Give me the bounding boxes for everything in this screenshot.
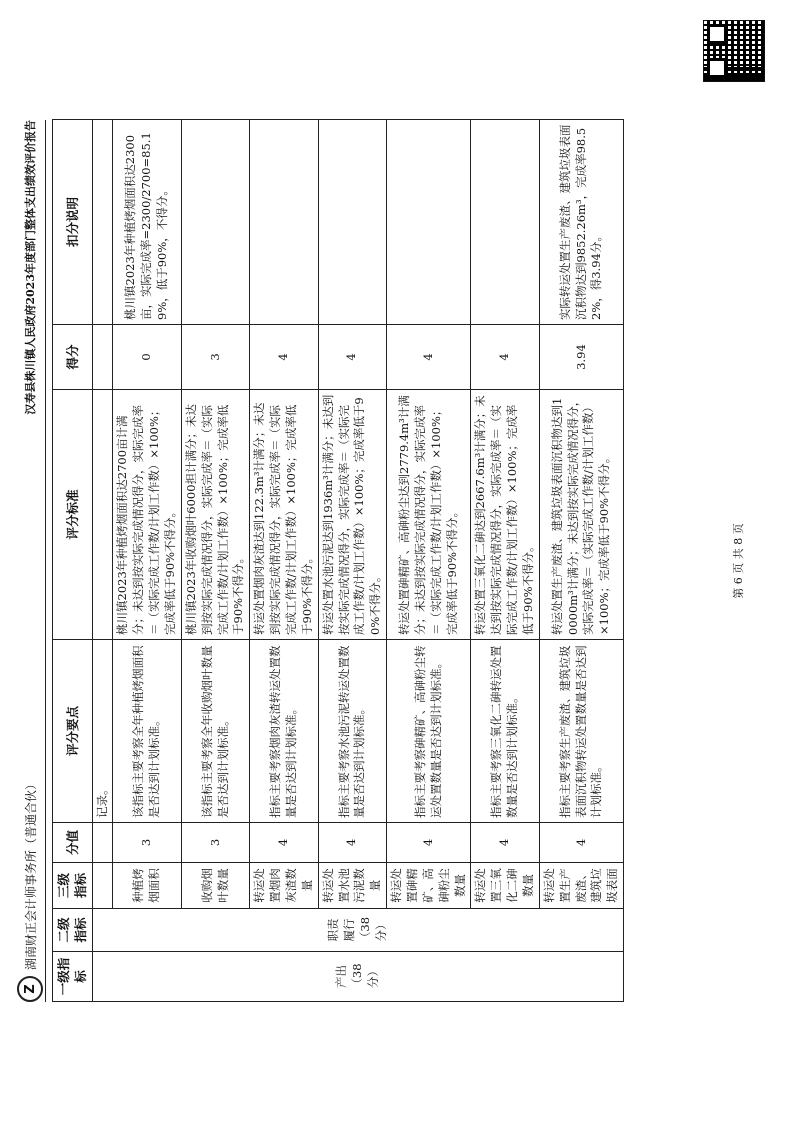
standard-cell: 桃川镇2023年种植烤烟面积达2700亩计满分；未达到按实际完成情况得分，实际完成率＝（实际完成工作数/计划工作数）×100%；完成率低于90%不得分。 <box>113 390 181 640</box>
indicator-cell <box>92 863 113 909</box>
standard-cell: 转运处置水池污泥达到1936m³计满分；未达到按实际完成情况得分，实际完成率＝（实际完成工作数/计划工作数）×100%；完成率低于90%不得分。 <box>318 390 386 640</box>
note-cell <box>387 120 471 325</box>
indicator-cell: 转运处置水池污泥数量 <box>318 863 386 909</box>
note-cell: 桃川镇2023年种植烤烟面积达2300亩，实际完成率=2300/2700=85.19%，低于90%，不得分。 <box>113 120 181 325</box>
got-cell: 3 <box>181 325 249 390</box>
point-cell: 指标主要考察烟肉灰渣转运处置数量是否达到计划标准。 <box>250 640 318 823</box>
level1-cell: 产出（38分） <box>92 952 624 1002</box>
table-header-row <box>53 120 93 1002</box>
indicator-cell: 转运处置生产废渣、建筑垃圾表面 <box>539 863 623 909</box>
score-cell <box>92 823 113 863</box>
score-cell: 4 <box>471 823 539 863</box>
point-cell: 指标主要考察生产废渣、建筑垃圾表面沉积物转运处置数量是否达到计划标准。 <box>539 640 623 823</box>
table-row <box>387 120 471 1002</box>
got-cell: 3.94 <box>539 325 623 390</box>
page-footer: 第 6 页 共 8 页 <box>732 523 745 599</box>
indicator-cell: 转运处置三氧化二砷数量 <box>471 863 539 909</box>
score-cell: 4 <box>318 823 386 863</box>
standard-cell <box>92 390 113 640</box>
got-cell: 4 <box>471 325 539 390</box>
standard-cell: 桃川镇2023年收购烟叶6000担计满分；未达到按实际完成情况得分，实际完成率＝（实际完成工作数/计划工作数）×100%；完成率低于90%不得分。 <box>181 390 249 640</box>
table-row <box>318 120 386 1002</box>
note-cell <box>318 120 386 325</box>
table-row <box>471 120 539 1002</box>
level2-cell: 职责履行（38分） <box>92 909 624 952</box>
standard-cell: 转运处置生产废渣、建筑垃圾表面沉积物达到10000m³计满分；未达到按实际完成情况得分，实际完成率＝（实际完成工作数/计划工作数）×100%；完成率低于90%不得分。 <box>539 390 623 640</box>
col-header-level2: 二级指标 <box>53 909 93 952</box>
qr-code-icon <box>703 20 765 82</box>
col-header-level1: 一级指标 <box>53 952 93 1002</box>
standard-cell: 转运处置烟肉灰渣达到122.3m³计满分；未达到按实际完成情况得分，实际完成率＝（实际完成工作数/计划工作数）×100%；完成率低于90%不得分。 <box>250 390 318 640</box>
table-row-continuation <box>92 120 113 1002</box>
table-row <box>181 120 249 1002</box>
point-cell: 记录。 <box>92 640 113 823</box>
firm-logo-icon: Z <box>17 976 43 1002</box>
evaluation-table <box>52 119 624 1002</box>
score-cell: 4 <box>387 823 471 863</box>
standard-cell: 转运处置砷精矿、高砷粉尘达到2779.4m³计满分；未达到按实际完成情况得分，实际完成率＝（实际完成工作数/计划工作数）×100%；完成率低于90%不得分。 <box>387 390 471 640</box>
got-cell <box>92 325 113 390</box>
header-divider <box>45 120 46 1002</box>
score-cell: 4 <box>539 823 623 863</box>
col-header-got: 得分 <box>53 325 93 390</box>
point-cell: 指标主要考察水池污泥转运处置数量是否达到计划标准。 <box>318 640 386 823</box>
table-row <box>250 120 318 1002</box>
score-cell: 3 <box>181 823 249 863</box>
firm-name: 湖南财正会计师事务所（普通合伙） <box>23 777 38 970</box>
point-cell: 指标主要考察砷精矿、高砷粉尘转运处置数量是否达到计划标准。 <box>387 640 471 823</box>
col-header-points: 评分要点 <box>53 640 93 823</box>
point-cell: 该指标主要考察全年种植烤烟面积是否达到计划标准。 <box>113 640 181 823</box>
indicator-cell: 收购烟叶数量 <box>181 863 249 909</box>
col-header-score: 分值 <box>53 823 93 863</box>
standard-cell: 转运处置三氧化二砷达到2667.6m³计满分；未达到按实际完成情况得分，实际完成率＝（实际完成工作数/计划工作数）×100%；完成率低于90%不得分。 <box>471 390 539 640</box>
score-cell: 3 <box>113 823 181 863</box>
note-cell <box>181 120 249 325</box>
point-cell: 该指标主要考察全年收购烟叶数量是否达到计划标准。 <box>181 640 249 823</box>
indicator-cell: 种植烤烟面积 <box>113 863 181 909</box>
got-cell: 4 <box>318 325 386 390</box>
got-cell: 4 <box>387 325 471 390</box>
report-title: 汉寿县株川镇人民政府2023年度部门整体支出绩效评价报告 <box>24 120 37 415</box>
got-cell: 0 <box>113 325 181 390</box>
score-cell: 4 <box>250 823 318 863</box>
table-row <box>539 120 623 1002</box>
col-header-standard: 评分标准 <box>53 390 93 640</box>
point-cell: 指标主要考察三氧化二砷转运处置数量是否达到计划标准。 <box>471 640 539 823</box>
indicator-cell: 转运处置砷精矿、高砷粉尘数量 <box>387 863 471 909</box>
col-header-note: 扣分说明 <box>53 120 93 325</box>
indicator-cell: 转运处置烟肉灰渣数量 <box>250 863 318 909</box>
note-cell <box>92 120 113 325</box>
got-cell: 4 <box>250 325 318 390</box>
col-header-level3: 三级指标 <box>53 863 93 909</box>
note-cell <box>471 120 539 325</box>
firm-header <box>17 778 43 1002</box>
table-row <box>113 120 181 1002</box>
note-cell <box>250 120 318 325</box>
note-cell: 实际转运处置生产废渣、建筑垃圾表面沉积物达到9852.26m³，完成率98.52%，得3.94分。 <box>539 120 623 325</box>
